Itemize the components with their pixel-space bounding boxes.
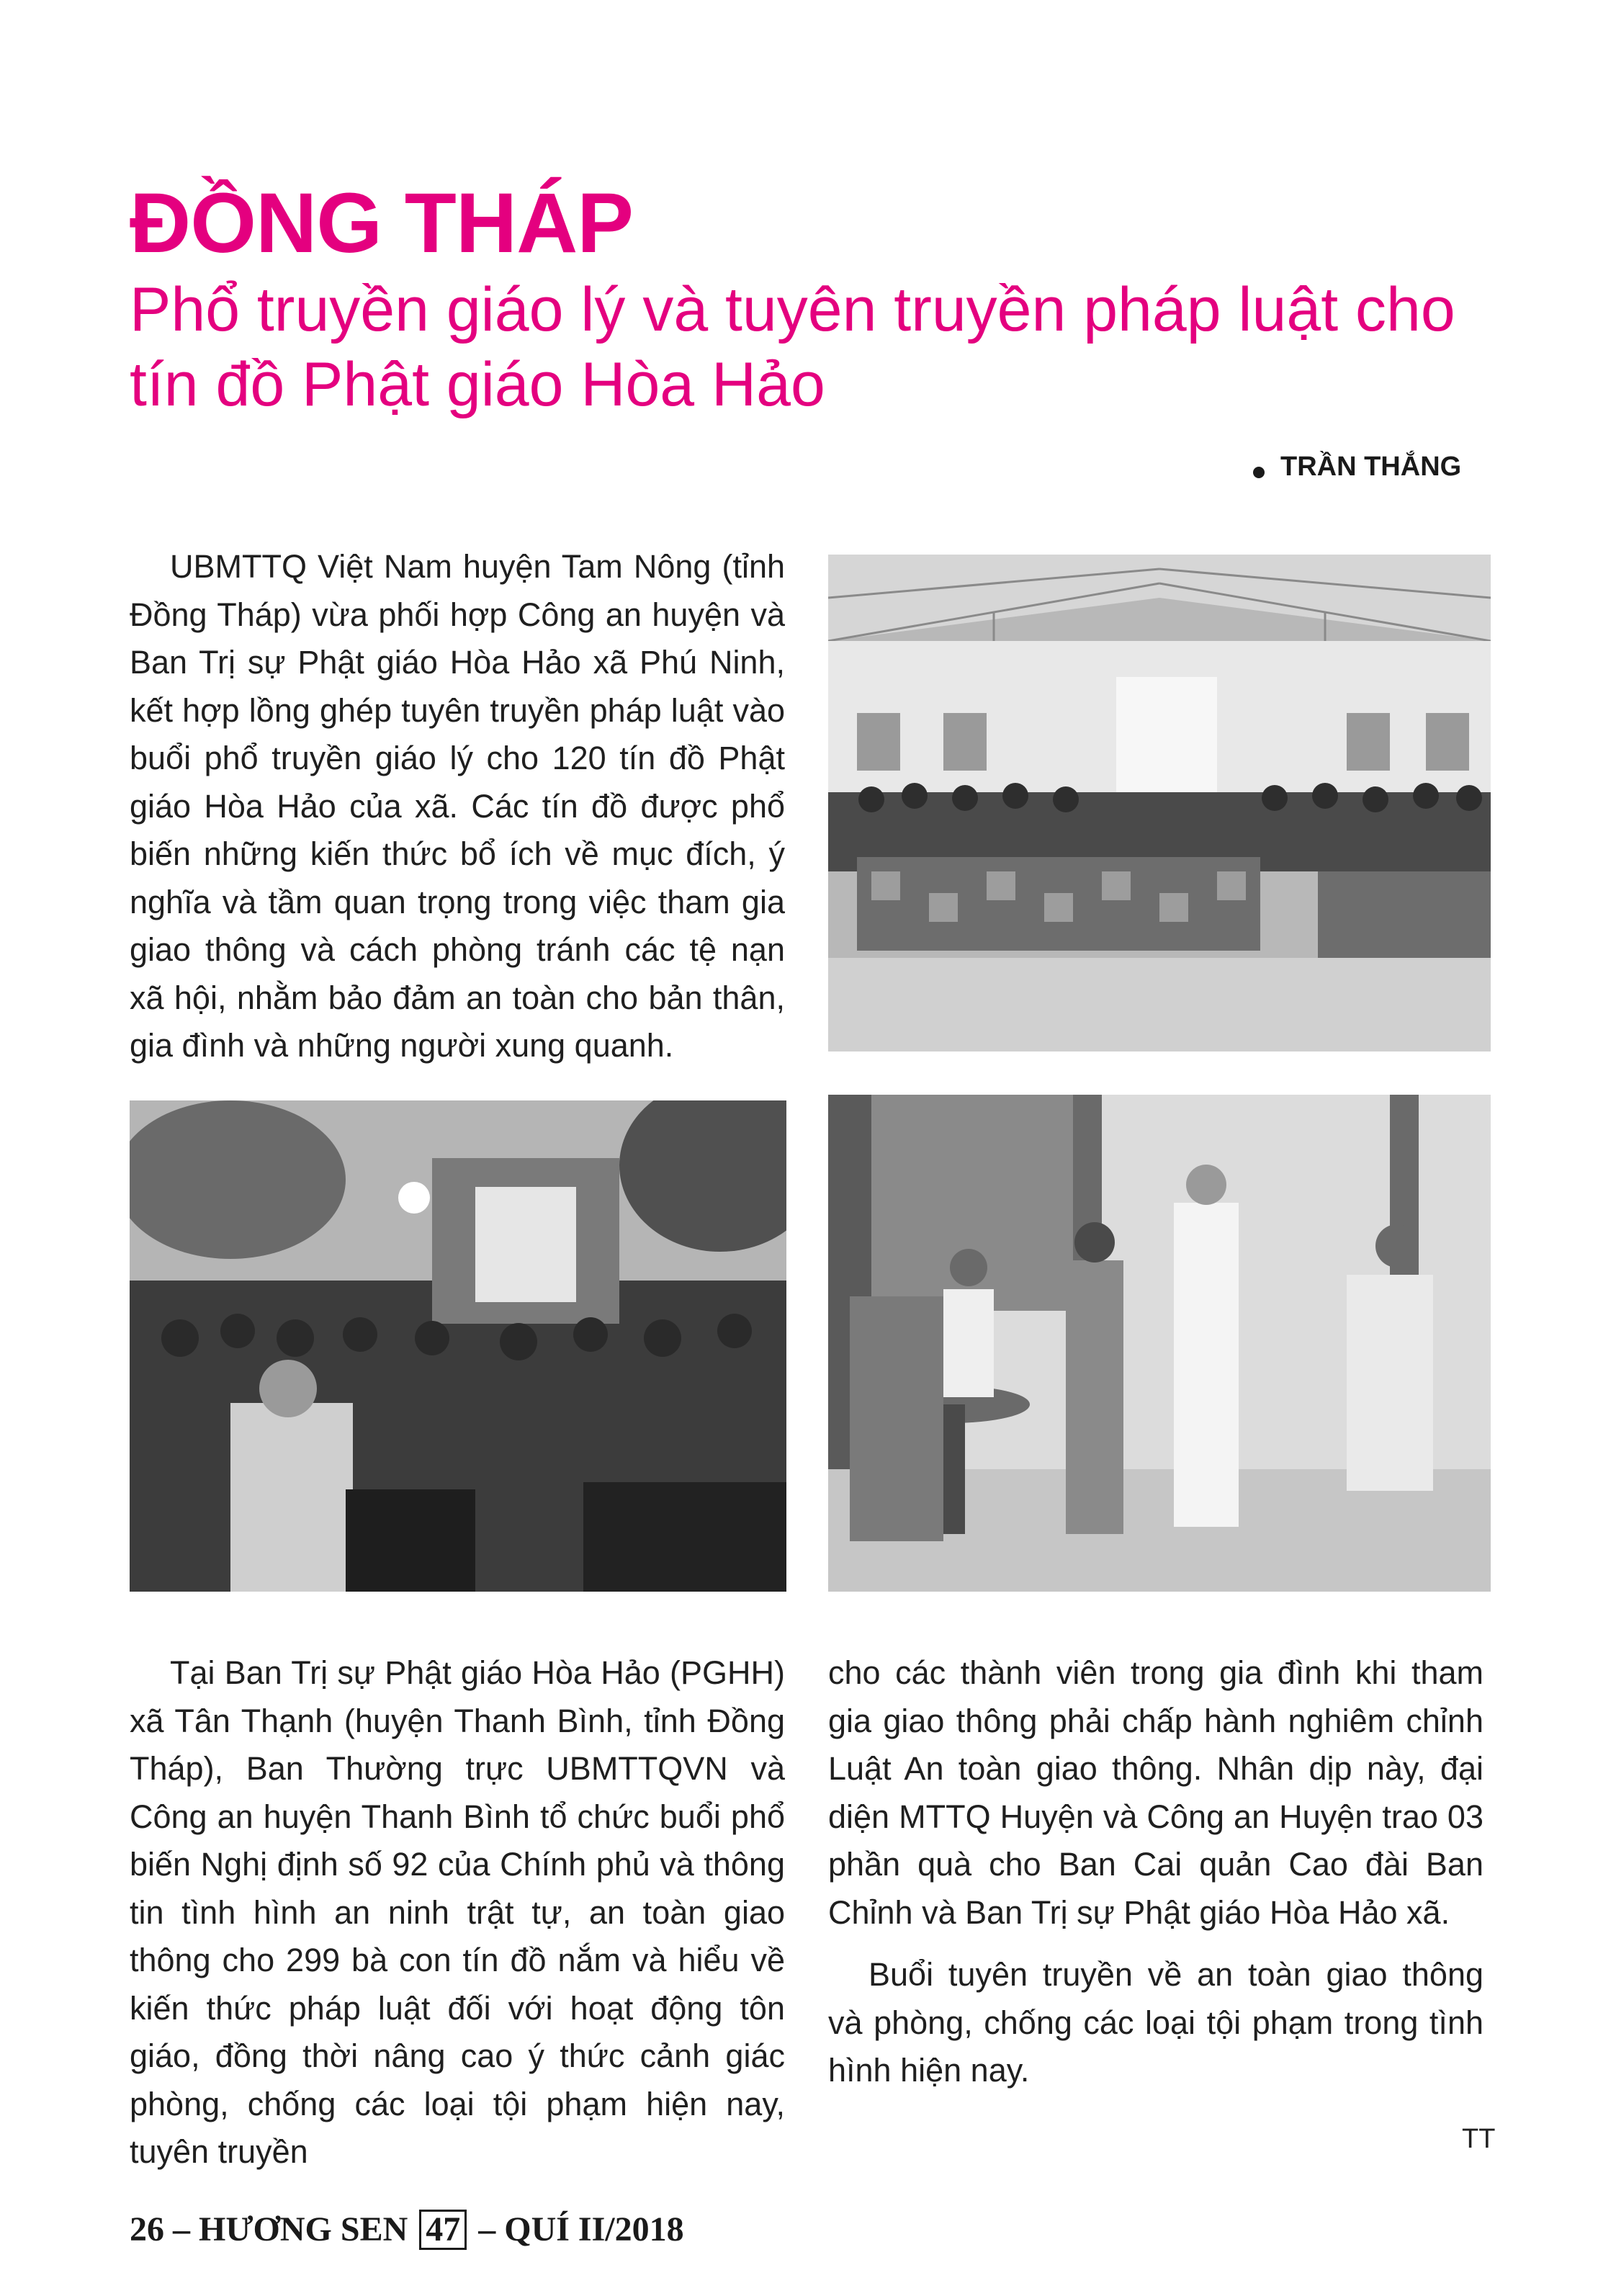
body-column-left bbox=[130, 1649, 785, 2176]
photo-meeting-hall bbox=[828, 555, 1491, 1051]
issue-period: QUÍ II/2018 bbox=[504, 2210, 684, 2248]
subtitle: Phổ truyền giáo lý và tuyên truyền pháp luật cho tín đồ Phật giáo Hòa Hảo bbox=[130, 275, 1455, 419]
magazine-name: HƯƠNG SEN bbox=[199, 2210, 408, 2248]
photo-gift-presentation bbox=[828, 1095, 1491, 1592]
body-paragraph-2: cho các thành viên trong gia đình khi tham gia giao thông phải chấp hành nghiêm chỉnh Luật An toàn giao thông. Nhân dịp này, đại diện MTTQ Huyện và Công an Huyện trao 03 phần quà cho Ban Cai quản Cao đài Ban Chỉnh và Ban Trị sự Phật giáo Hòa Hảo xã. bbox=[828, 1654, 1483, 1931]
body-column-right bbox=[828, 1649, 1483, 2095]
footer-dash: – bbox=[173, 2210, 190, 2248]
page-footer bbox=[130, 2208, 684, 2251]
intro-paragraph bbox=[130, 543, 785, 1070]
signature: TT bbox=[1462, 2124, 1496, 2154]
author-byline bbox=[1253, 449, 1461, 484]
body-paragraph-1: Tại Ban Trị sự Phật giáo Hòa Hảo (PGHH) xã Tân Thạnh (huyện Thanh Bình, tỉnh Đồng Tháp), Ban Thường trực UBMTTQVN và Công an huyện Thanh Bình tổ chức buổi phổ biến Nghị định số 92 của Chính phủ và thông tin tình hình an ninh trật tự, an toàn giao thông cho 299 bà con tín đồ nắm và hiểu về kiến thức pháp luật đối với hoạt động tôn giáo, đồng thời nâng cao ý thức cảnh giác phòng, chống các loại tội phạm hiện nay, tuyên truyền bbox=[130, 1654, 785, 2170]
page-number: 26 bbox=[130, 2210, 164, 2248]
author-name: TRẦN THẮNG bbox=[1280, 452, 1462, 482]
headline: ĐỒNG THÁP bbox=[130, 176, 633, 271]
photo-night-gathering bbox=[130, 1100, 786, 1592]
footer-dash: – bbox=[478, 2210, 496, 2248]
intro-text: UBMTTQ Việt Nam huyện Tam Nông (tỉnh Đồng Tháp) vừa phối hợp Công an huyện và Ban Trị sự Phật giáo Hòa Hảo xã Phú Ninh, kết hợp lồng ghép tuyên truyền pháp luật vào buổi phổ truyền giáo lý cho 120 tín đồ Phật giáo Hòa Hảo của xã. Các tín đồ được phổ biến những kiến thức bổ ích về mục đích, ý nghĩa và tầm quan trọng trong việc tham gia giao thông và cách phòng tránh các tệ nạn xã hội, nhằm bảo đảm an toàn cho bản thân, gia đình và những người xung quanh. bbox=[130, 548, 785, 1064]
bullet-icon bbox=[1253, 467, 1265, 478]
body-paragraph-3: Buổi tuyên truyền về an toàn giao thông và phòng, chống các loại tội phạm trong tình hình hiện nay. bbox=[828, 1956, 1483, 2089]
issue-number: 47 bbox=[419, 2210, 467, 2250]
